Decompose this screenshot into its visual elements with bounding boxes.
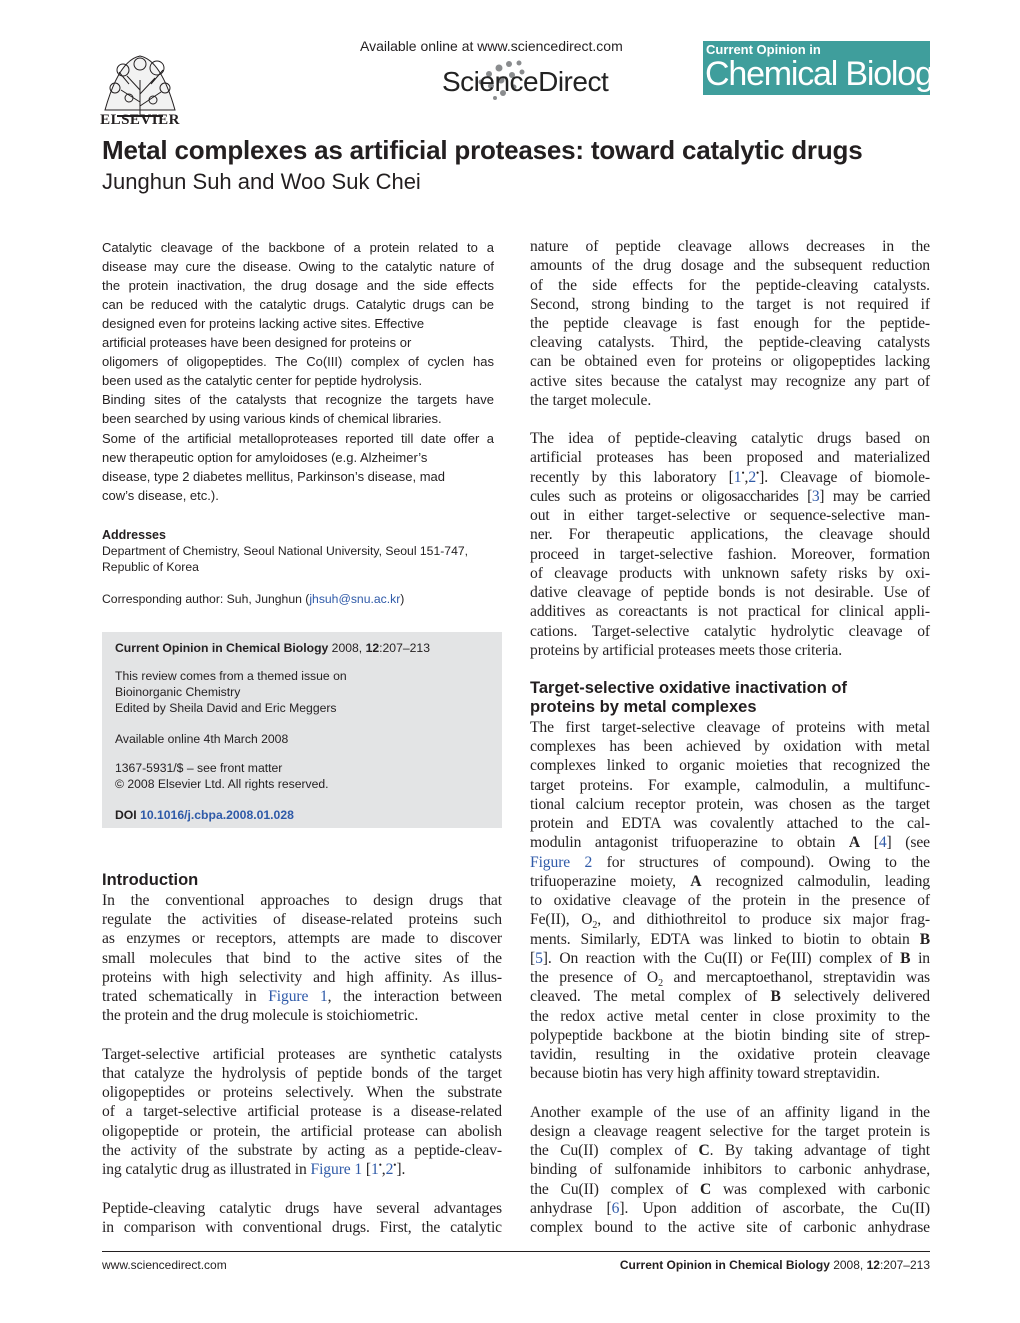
info-journal: Current Opinion in Chemical Biology (115, 641, 329, 655)
body-line (530, 1141, 930, 1160)
email-link[interactable]: jhsuh@snu.ac.kr (309, 592, 401, 606)
body-line: the activity of the substrate by acting as a peptide-cleav- (102, 1142, 502, 1159)
abstract-line: been used as the catalytic center for peptide hydrolysis. (102, 373, 423, 388)
corresponding-prefix: Corresponding author: Suh, Junghun ( (102, 592, 310, 606)
body-line (530, 833, 930, 852)
body-line: that catalyze the hydrolysis of peptide bonds of the target (102, 1065, 502, 1082)
section-heading-line2: proteins by metal complexes (530, 698, 757, 716)
section-heading-line1: Target-selective oxidative inactivation of (530, 679, 847, 697)
body-line: cations. Target-selective catalytic hydrolytic cleavage of (530, 623, 930, 640)
compound-label: C (698, 1142, 710, 1159)
body-line: tavidin, resulting in the oxidative protein cleavage (530, 1046, 930, 1063)
body-line (530, 487, 930, 506)
ref-mark: • (756, 467, 760, 478)
text-run: selectively delivered (780, 988, 930, 1005)
ref-4-link[interactable]: 4 (878, 834, 887, 851)
body-line: can be obtained even for proteins or oligopeptides lacking (530, 353, 930, 370)
text-run: , and dithiothreitol to produce six major frag- (597, 911, 930, 928)
body-line: protein and EDTA was covalently attached to the cal- (530, 815, 930, 832)
elsevier-wordmark: ELSEVIER (100, 112, 180, 128)
body-line (530, 1199, 930, 1218)
body-line: the protein and the drug molecule is stoichiometric. (102, 1007, 419, 1024)
body-line: oligopeptide or protein, the artificial protease can abolish (102, 1123, 502, 1140)
text-run: in (910, 950, 930, 967)
abstract-line: new therapeutic option for amyloidoses (e.g. Alzheimer’s (102, 450, 428, 465)
address-line: Department of Chemistry, Seoul National University, Seoul 151-747, (102, 544, 469, 558)
sciencedirect-wordmark: ScienceDirect (442, 66, 609, 97)
info-editors: Edited by Sheila David and Eric Meggers (115, 701, 337, 715)
text-run: anhydrase [ (530, 1200, 612, 1217)
ref-1-link[interactable]: 1 (733, 469, 742, 486)
body-line: amounts of the drug dosage and the subsequent reduction (530, 257, 930, 274)
text-run: ments. Similarly, EDTA was linked to biotin to obtain (530, 931, 920, 948)
address-line: Republic of Korea (102, 560, 199, 574)
text-run: ]. On reaction with the Cu(II) or Fe(III) complex of (542, 950, 901, 967)
info-available: Available online 4th March 2008 (115, 732, 289, 746)
body-line: design a cleavage reagent selective for the target protein is (530, 1123, 930, 1140)
ref-mark: • (741, 467, 745, 478)
ref-2-link[interactable]: 2 (385, 1161, 394, 1178)
body-line: artificial proteases has been proposed and materialized (530, 449, 930, 466)
body-line: In the conventional approaches to design drugs that (102, 892, 502, 909)
body-line (530, 468, 930, 487)
body-line (102, 1160, 502, 1179)
body-line: in comparison with conventional drugs. First, the catalytic (102, 1219, 502, 1236)
doi-label: DOI (115, 808, 141, 822)
body-line: complexes linked to organic moieties that recognized the (530, 757, 930, 774)
article-info-box (102, 632, 502, 828)
body-line: Second, strong binding to the target is not required if (530, 296, 930, 313)
corresponding-suffix: ) (400, 592, 405, 606)
compound-label: A (690, 873, 702, 890)
body-line (530, 949, 930, 968)
abstract-line: the protein inactivation, the drug dosage and the side effects (102, 278, 494, 293)
body-line: dative cleavage of peptide bonds is not desirable. Use of (530, 584, 930, 601)
text-run: modulin antagonist trifuoperazine to obtain (530, 834, 849, 851)
body-line (530, 930, 930, 949)
ref-2-link[interactable]: 2 (748, 469, 757, 486)
footer-journal: Current Opinion in Chemical Biology (619, 1258, 830, 1272)
abstract-line: can be reduced with the catalytic drugs. Catalytic drugs can be (102, 297, 494, 312)
body-line: the peptide cleavage is fast enough for the peptide- (530, 315, 930, 332)
body-line: to oxidative cleavage of the protein in the presence of (530, 892, 930, 909)
text-run: ]. (396, 1161, 406, 1178)
text-run: the Cu(II) complex of (530, 1142, 699, 1159)
info-issn: 1367-5931/$ – see front matter (115, 761, 283, 775)
compound-label: C (700, 1181, 712, 1198)
abstract-line: artificial proteases have been designed for proteins or (102, 335, 412, 350)
footer-volume: 12 (866, 1258, 880, 1272)
body-line (530, 968, 930, 990)
body-line: proteins with high selectivity and high affinity. As illus- (102, 969, 502, 986)
text-run: ] (see (886, 834, 930, 851)
corresponding-author (102, 592, 404, 606)
journal-badge (703, 41, 949, 95)
text-run: was complexed with carbonic (711, 1181, 930, 1198)
body-line: small molecules that bind to the active sites of the (102, 950, 502, 967)
text-run: the presence of O (530, 969, 659, 986)
addresses-heading: Addresses (102, 528, 166, 542)
body-line (102, 987, 502, 1006)
body-line: polypeptide backbone at the biotin binding site of strep- (530, 1027, 930, 1044)
article-authors: Junghun Suh and Woo Suk Chei (102, 169, 421, 194)
info-citation (115, 641, 430, 655)
ref-5-link[interactable]: 5 (535, 950, 543, 967)
body-line: because biotin has very high affinity toward streptavidin. (530, 1065, 880, 1082)
text-run: ]. Upon addition of ascorbate, the Cu(II) (619, 1200, 930, 1217)
abstract-line: Catalytic cleavage of the backbone of a protein related to a (102, 240, 494, 255)
body-line (530, 1180, 930, 1199)
abstract-line: Some of the artificial metalloproteases reported till date offer a (102, 431, 494, 446)
figure-2-link[interactable]: Figure 2 (530, 854, 593, 871)
body-line: binding of sulfonamide inhibitors to carbonic anhydrase, (530, 1161, 930, 1178)
info-themed: Bioinorganic Chemistry (115, 685, 241, 699)
body-line: active sites because the catalyst may recognize any part of (530, 373, 930, 390)
ref-mark: • (378, 1159, 382, 1170)
body-line (530, 987, 930, 1006)
body-line: the target molecule. (530, 392, 652, 409)
abstract-line: been searched by using various kinds of chemical libraries. (102, 411, 442, 426)
text-run: and mercaptoethanol, streptavidin was (663, 969, 930, 986)
abstract-line: disease may cure the disease. Owing to the catalytic nature of (102, 259, 494, 274)
figure-1-link[interactable]: Figure 1 (310, 1161, 363, 1178)
text-run: trated schematically in (102, 988, 269, 1005)
abstract-line: disease, type 2 diabetes mellitus, Parkinson’s disease, mad (102, 469, 446, 484)
text-run: recognized calmodulin, leading (701, 873, 930, 890)
compound-label: B (900, 950, 911, 967)
body-line: ner. For therapeutic applications, the cleavage should (530, 526, 930, 543)
ref-mark: • (393, 1159, 397, 1170)
body-line: of the side effects for the peptide-cleaving catalysts. (530, 277, 930, 294)
info-copyright: © 2008 Elsevier Ltd. All rights reserved. (115, 777, 329, 791)
footer-pages: :207–213 (879, 1258, 930, 1272)
body-line: the redox active metal center in close proximity to the (530, 1008, 930, 1025)
footer-citation (620, 1258, 930, 1272)
body-line: The first target-selective cleavage of proteins with metal (530, 719, 930, 736)
text-run: cleaved. The metal complex of (530, 988, 771, 1005)
footer-website: www.sciencedirect.com (102, 1258, 227, 1272)
info-year: 2008, (328, 641, 366, 655)
text-run: ing catalytic drug as illustrated in (102, 1161, 311, 1178)
text-run: for structures of compound). Owing to the (592, 854, 931, 871)
body-line (530, 853, 930, 872)
body-line: nature of peptide cleavage allows decreases in the (530, 238, 930, 255)
body-line (530, 872, 930, 891)
info-volume: 12 (365, 641, 380, 655)
text-run: , (744, 469, 749, 486)
text-run: . By taking advantage of tight (709, 1142, 930, 1159)
text-run: the Cu(II) complex of (530, 1181, 701, 1198)
doi-link[interactable]: 10.1016/j.cbpa.2008.01.028 (140, 808, 294, 822)
ref-3-link[interactable]: 3 (811, 488, 820, 505)
body-line: of cleavage products with unknown safety risks by oxi- (530, 565, 930, 582)
introduction-heading: Introduction (102, 871, 199, 889)
text-run: ] may be carried (819, 488, 930, 505)
body-line: target proteins. For example, calmodulin, a multifunc- (530, 777, 930, 794)
ref-6-link[interactable]: 6 (611, 1200, 620, 1217)
article-title: Metal complexes as artificial proteases: toward catalytic drugs (102, 135, 863, 165)
available-online-text: Available online at www.sciencedirect.com (360, 38, 623, 54)
body-line: complex bound to the active site of carbonic anhydrase (530, 1219, 930, 1236)
text-run: ]. Cleavage of biomole- (759, 469, 930, 486)
ref-1-link[interactable]: 1 (371, 1161, 379, 1178)
abstract-line: designed even for proteins lacking active sites. Effective (102, 316, 425, 331)
body-line: proceed in target-selective fashion. Moreover, formation (530, 546, 930, 563)
text-run: [ (530, 950, 536, 967)
info-doi (115, 808, 294, 822)
footer-divider (102, 1251, 930, 1252)
body-line: as enzymes or receptors, attempts are made to discover (102, 930, 502, 947)
subscript: 2 (658, 978, 663, 990)
info-pages: :207–213 (379, 641, 430, 655)
text-run: Fe(II), O (530, 911, 593, 928)
body-line: Target-selective artificial proteases are synthetic catalysts (102, 1046, 502, 1063)
footer-year: 2008, (829, 1258, 867, 1272)
body-line: Another example of the use of an affinity ligand in the (530, 1104, 930, 1121)
figure-1-link[interactable]: Figure 1 (268, 988, 328, 1005)
compound-label: B (919, 931, 930, 948)
body-line: of a target-selective artificial protease is a disease-related (102, 1103, 502, 1120)
abstract-line: oligomers of oligopeptides. The Co(III) complex of cyclen has (102, 354, 494, 369)
subscript: 2 (592, 920, 598, 932)
compound-label: A (848, 834, 861, 851)
text-run: , the interaction between (327, 988, 502, 1005)
compound-label: B (770, 988, 781, 1005)
text-run: trifuoperazine moiety, (530, 873, 691, 890)
info-themed: This review comes from a themed issue on (115, 669, 347, 683)
body-line (530, 910, 930, 932)
abstract-line: cow’s disease, etc.). (102, 488, 219, 503)
journal-badge-line1: Current Opinion in (706, 42, 821, 57)
text-run: , (381, 1161, 386, 1178)
body-line: proteins by artificial proteases meets those criteria. (530, 642, 842, 659)
abstract-line: Binding sites of the catalysts that recognize the targets have (102, 392, 494, 407)
body-line: additives as coreactants is not practical for clinical appli- (530, 603, 930, 620)
text-run: [ (860, 834, 879, 851)
journal-badge-line2: Chemical Biology (705, 55, 949, 93)
body-line: cleaving catalysts. Third, the peptide-cleaving catalysts (530, 334, 930, 351)
text-run: cules such as proteins or oligosaccharides [ (530, 488, 812, 505)
text-run: recently by this laboratory [ (530, 469, 734, 486)
body-line: Peptide-cleaving catalytic drugs have several advantages (102, 1200, 502, 1217)
body-line: regulate the activities of disease-related proteins such (102, 911, 502, 928)
body-line: oligopeptides or proteins selectively. When the substrate (102, 1084, 502, 1101)
body-line: The idea of peptide-cleaving catalytic drugs based on (530, 430, 930, 447)
body-line: complexes has been achieved by oxidation with metal (530, 738, 930, 755)
text-run: [ (362, 1161, 372, 1178)
body-line: tional calcium receptor protein, was chosen as the target (530, 796, 930, 813)
body-line: out in either target-selective or sequence-selective man- (530, 507, 930, 524)
